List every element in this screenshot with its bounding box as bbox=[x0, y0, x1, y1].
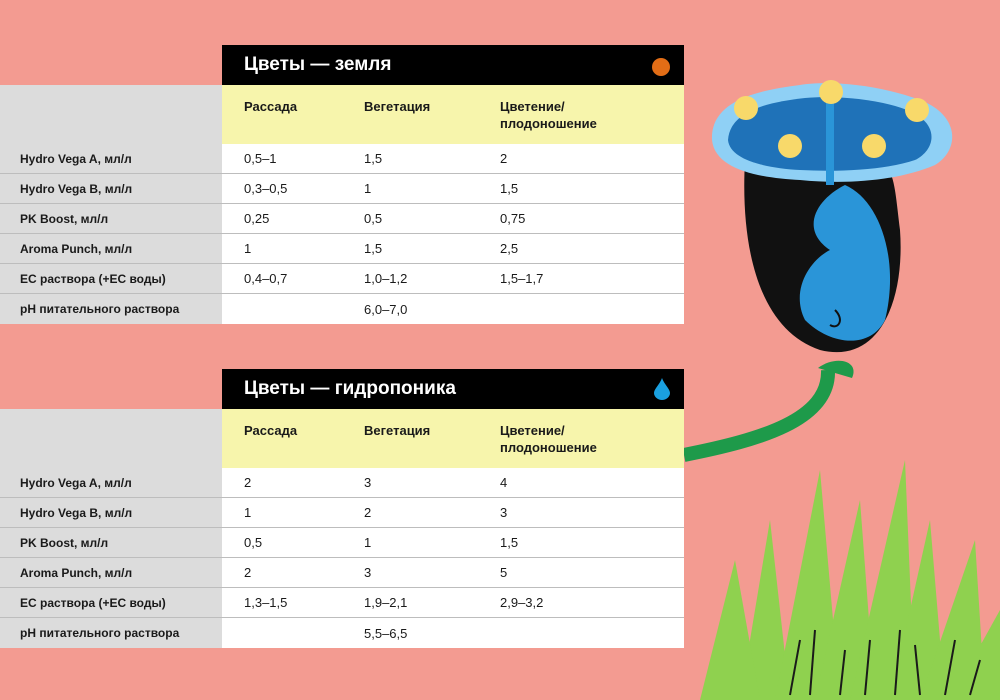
cell: 2,9–3,2 bbox=[500, 595, 544, 610]
cell: 0,4–0,7 bbox=[244, 271, 288, 286]
row-label: EC раствора (+EC воды) bbox=[0, 264, 222, 293]
column-header: Цветение/ плодоношение bbox=[500, 423, 597, 455]
column-header: Рассада bbox=[244, 423, 298, 438]
cell: 1,5 bbox=[364, 241, 383, 256]
row-label: Hydro Vega A, мл/л bbox=[0, 468, 222, 497]
cell: 6,0–7,0 bbox=[364, 301, 408, 317]
cell: 1,5 bbox=[364, 151, 383, 166]
cell: 0,5 bbox=[244, 535, 263, 550]
row-label: Hydro Vega B, мл/л bbox=[0, 174, 222, 203]
table-row bbox=[0, 468, 684, 498]
soil-table bbox=[0, 45, 684, 324]
row-label: Aroma Punch, мл/л bbox=[0, 558, 222, 587]
water-drop-icon bbox=[654, 378, 670, 400]
cell: 1 bbox=[364, 535, 372, 550]
row-label: pH питательного раствора bbox=[0, 618, 222, 648]
table-title-bar bbox=[222, 369, 684, 409]
cell: 2 bbox=[244, 475, 252, 490]
column-header: Вегетация bbox=[364, 99, 431, 114]
row-label: EC раствора (+EC воды) bbox=[0, 588, 222, 617]
row-label: pH питательного раствора bbox=[0, 294, 222, 324]
cell: 1,5–1,7 bbox=[500, 271, 544, 286]
table-row bbox=[0, 294, 684, 324]
cell: 1 bbox=[364, 181, 372, 196]
cell: 0,5–1 bbox=[244, 151, 277, 166]
table-row bbox=[0, 618, 684, 648]
column-header: Цветение/ плодоношение bbox=[500, 99, 597, 131]
table-row bbox=[0, 174, 684, 204]
column-header-row bbox=[0, 85, 684, 144]
table-row bbox=[0, 588, 684, 618]
column-header: Рассада bbox=[244, 99, 298, 114]
cell: 1,9–2,1 bbox=[364, 595, 408, 610]
row-label: Aroma Punch, мл/л bbox=[0, 234, 222, 263]
table-title: Цветы — земля bbox=[244, 54, 392, 75]
cell: 5 bbox=[500, 565, 508, 580]
row-label: PK Boost, мл/л bbox=[0, 204, 222, 233]
row-label: Hydro Vega B, мл/л bbox=[0, 498, 222, 527]
table-title-bar bbox=[222, 45, 684, 85]
table-row bbox=[0, 264, 684, 294]
cell: 5,5–6,5 bbox=[364, 625, 408, 641]
cell: 1 bbox=[244, 505, 252, 520]
table-row bbox=[0, 234, 684, 264]
table-title-row bbox=[0, 45, 684, 85]
cell: 2 bbox=[500, 151, 508, 166]
table-row bbox=[0, 144, 684, 174]
cell: 2 bbox=[244, 565, 252, 580]
table-row bbox=[0, 204, 684, 234]
table-title-row bbox=[0, 369, 684, 409]
cell: 4 bbox=[500, 475, 508, 490]
cell: 1,5 bbox=[500, 535, 519, 550]
cell: 3 bbox=[500, 505, 508, 520]
flower-stem bbox=[684, 370, 828, 455]
table-row bbox=[0, 498, 684, 528]
cell: 2,5 bbox=[500, 241, 519, 256]
table-row bbox=[0, 528, 684, 558]
cell: 3 bbox=[364, 565, 372, 580]
table-title: Цветы — гидропоника bbox=[244, 378, 456, 399]
table-row bbox=[0, 558, 684, 588]
cell: 1 bbox=[244, 241, 252, 256]
grass-leaves bbox=[700, 460, 1000, 700]
cell: 1,0–1,2 bbox=[364, 271, 408, 286]
cell: 1,5 bbox=[500, 181, 519, 196]
cell: 0,25 bbox=[244, 211, 270, 226]
orange-dot-icon bbox=[652, 58, 670, 76]
hydroponics-table bbox=[0, 369, 684, 648]
row-label: PK Boost, мл/л bbox=[0, 528, 222, 557]
cell: 0,5 bbox=[364, 211, 383, 226]
cell: 0,3–0,5 bbox=[244, 181, 288, 196]
column-header-row bbox=[0, 409, 684, 468]
cell: 2 bbox=[364, 505, 372, 520]
cell: 0,75 bbox=[500, 211, 526, 226]
cell: 3 bbox=[364, 475, 372, 490]
cell: 1,3–1,5 bbox=[244, 595, 288, 610]
column-header: Вегетация bbox=[364, 423, 431, 438]
row-label: Hydro Vega A, мл/л bbox=[0, 144, 222, 173]
